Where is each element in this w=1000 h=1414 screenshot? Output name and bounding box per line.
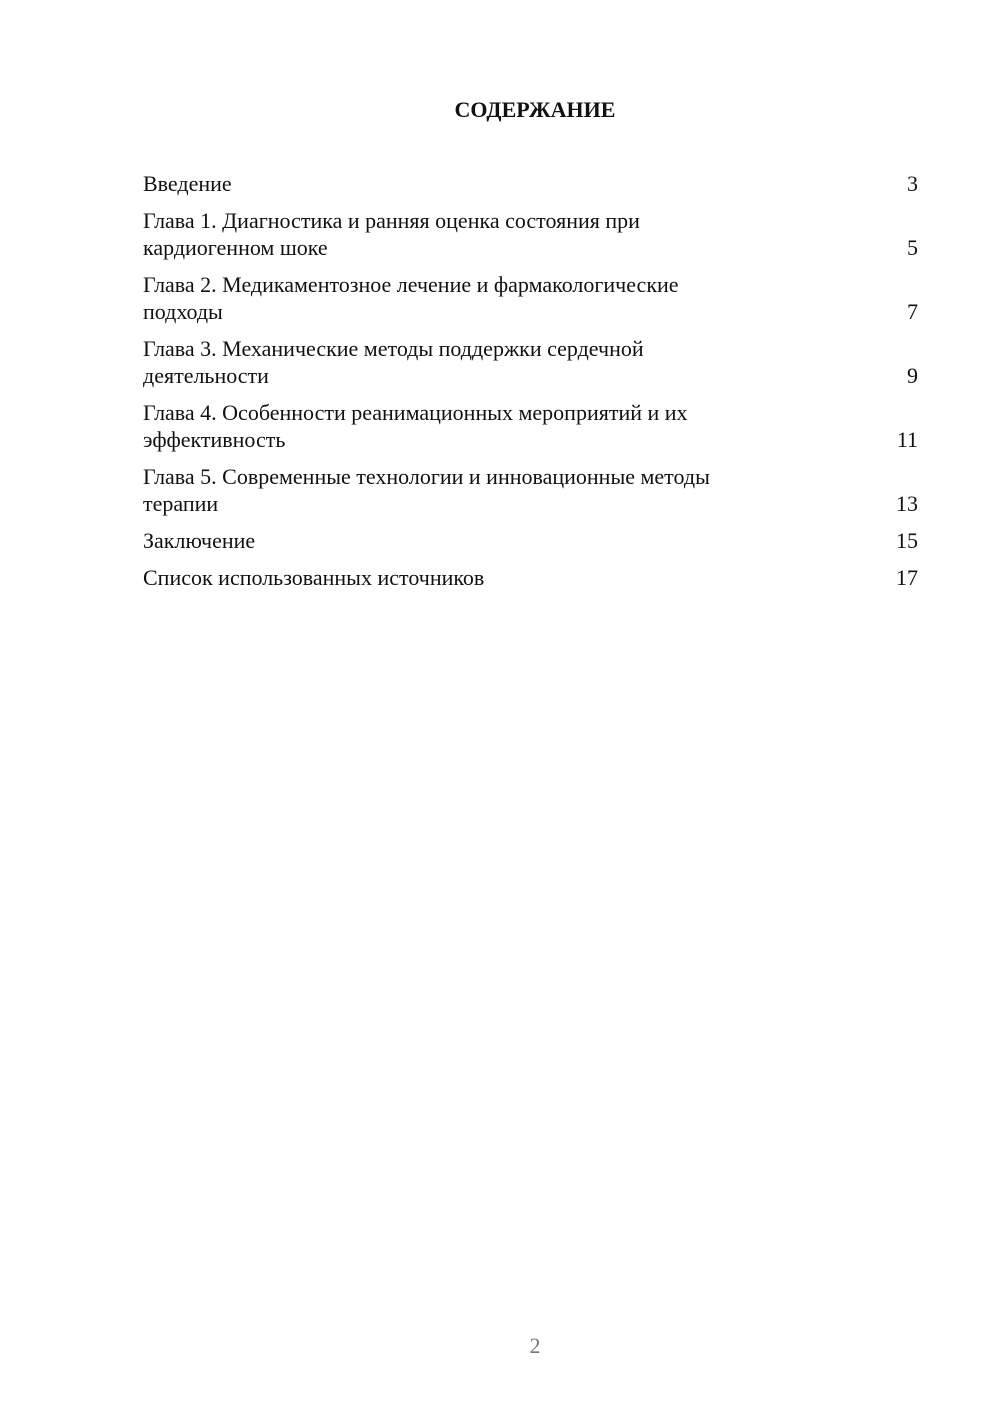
toc-entry-line: Глава 1. Диагностика и ранняя оценка состояния при — [143, 208, 640, 233]
toc-entry-page: 7 — [907, 299, 918, 324]
toc-entry — [143, 271, 918, 325]
toc-entry-line: Глава 2. Медикаментозное лечение и фармакологические — [143, 272, 679, 297]
toc-entry-title — [143, 335, 644, 389]
toc-entry-title — [143, 527, 255, 554]
toc-entry-page: 5 — [907, 235, 918, 260]
toc-entry-title — [143, 170, 232, 197]
toc-entry-title — [143, 399, 688, 453]
page-number: 2 — [529, 1333, 541, 1358]
toc-entry-line: Список использованных источников — [143, 565, 485, 590]
toc-entry-page: 17 — [896, 565, 918, 590]
toc-entry — [143, 207, 918, 261]
toc-entry — [143, 527, 918, 554]
toc-entry — [143, 170, 918, 197]
toc-entry — [143, 399, 918, 453]
toc-entry-line: кардиогенном шоке — [143, 235, 328, 260]
toc-entry-line: Введение — [143, 171, 232, 196]
toc-entry-title — [143, 271, 679, 325]
toc-entry-page: 3 — [907, 171, 918, 196]
toc-entry-line: терапии — [143, 491, 219, 516]
toc-entry-page: 9 — [907, 363, 918, 388]
toc-entry-title — [143, 207, 640, 261]
page-title: СОДЕРЖАНИЕ — [454, 97, 616, 122]
table-of-contents — [143, 170, 918, 601]
toc-entry-page: 13 — [896, 491, 918, 516]
toc-entry-line: Заключение — [143, 528, 256, 553]
toc-entry-line: деятельности — [143, 363, 269, 388]
toc-entry-title — [143, 564, 484, 591]
toc-entry-line: Глава 3. Механические методы поддержки сердечной — [143, 336, 644, 361]
toc-entry-page: 15 — [896, 528, 918, 553]
toc-entry — [143, 463, 918, 517]
toc-entry — [143, 335, 918, 389]
toc-entry-line: подходы — [143, 299, 223, 324]
toc-entry-title — [143, 463, 710, 517]
toc-entry-page: 11 — [896, 427, 918, 452]
toc-entry-line: Глава 4. Особенности реанимационных мероприятий и их — [143, 400, 688, 425]
toc-entry-line: Глава 5. Современные технологии и инновационные методы — [143, 464, 710, 489]
toc-entry-line: эффективность — [143, 427, 286, 452]
toc-entry — [143, 564, 918, 591]
